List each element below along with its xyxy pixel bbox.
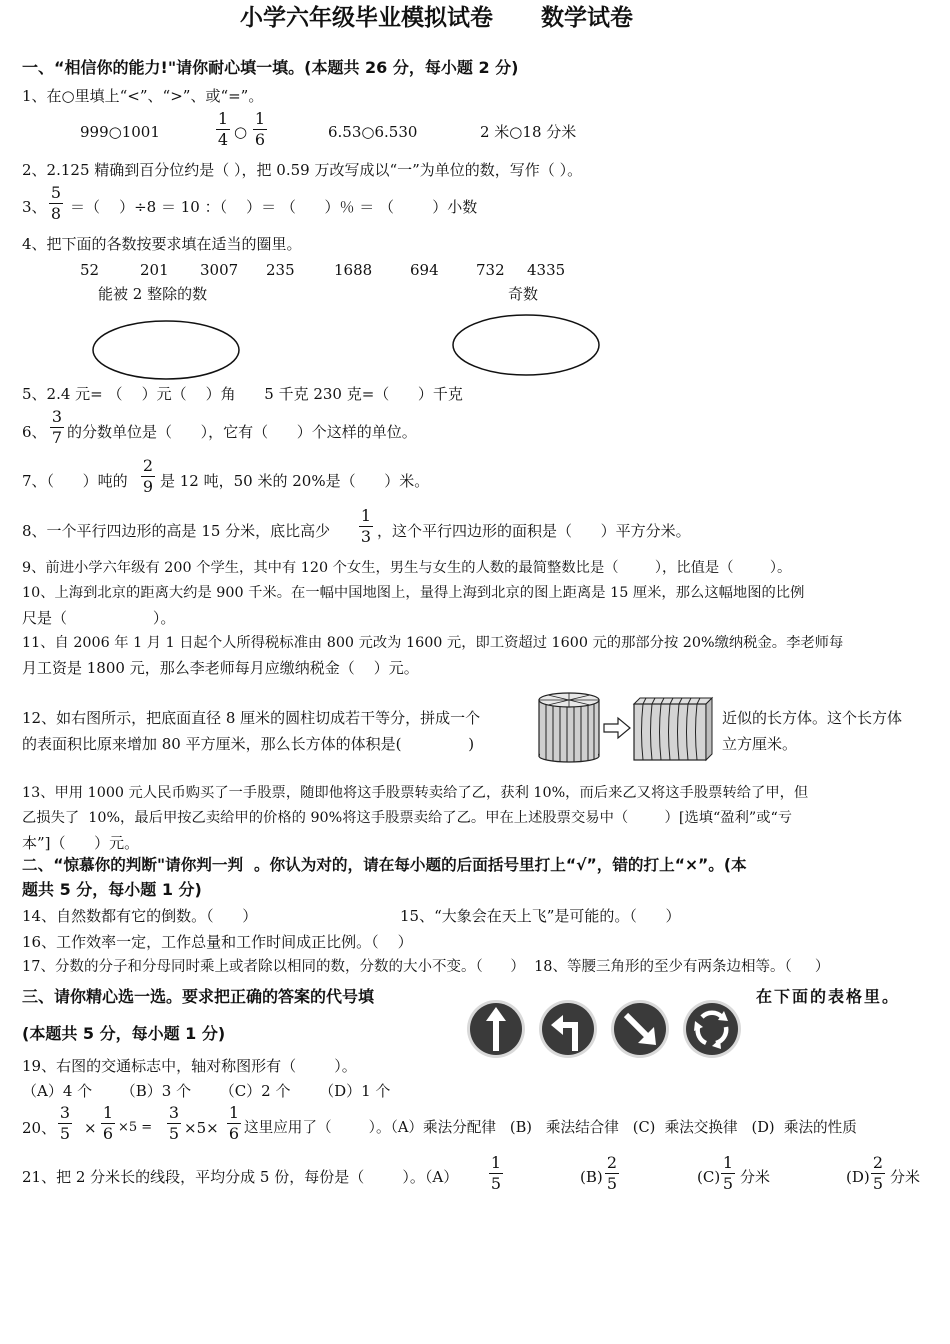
cylinder-to-cuboid-figure [536,690,716,764]
q3-text: ＝（ ）÷8 ＝ 10 ：（ ）＝ （ ）％ ＝ （ ）小数 [70,198,478,216]
q12-text-right2: 立方厘米。 [722,735,798,753]
diagonal-arrow-sign-icon [610,999,672,1059]
q20-fraction: 1 6 [102,1103,114,1143]
q8-prefix: 8、一个平行四边形的高是 15 分米，底比高少 [22,522,331,540]
q4-number: 4335 [527,261,566,279]
q4-number: 52 [80,261,100,279]
q4-number: 201 [140,261,169,279]
page-title: 小学六年级毕业模拟试卷 数学试卷 [240,5,634,31]
q6-prefix: 6、 [22,423,47,441]
q8-text: ，这个平行四边形的面积是（ ）平方分米。 [377,522,691,540]
q4-text: 4、把下面的各数按要求填在适当的圈里。 [22,235,302,253]
q4-even-circle [90,318,242,382]
q21-text: 21、把 2 分米长的线段，平均分成 5 份，每份是（ ）。（A） [22,1168,459,1186]
q20-operator: × [84,1119,97,1137]
q7-prefix: 7、（ ）吨的 [22,472,128,490]
q1-fraction-right: 1 6 [254,109,266,149]
q6-fraction: 3 7 [51,407,63,447]
section-1-heading: 一、“相信你的能力!"请你耐心填一填。(本题共 26 分，每小题 2 分) [22,58,519,77]
q21-option-b-label: (B) [580,1168,603,1186]
turn-left-sign-icon [538,999,600,1059]
q11-text-line2: 月工资是 1800 元，那么李老师每月应缴纳税金（ ）元。 [22,659,419,677]
q19-text: 19、右图的交通标志中，轴对称图形有（ ）。 [22,1057,357,1075]
q4-number: 1688 [334,261,373,279]
q16-text: 16、工作效率一定，工作总量和工作时间成正比例。（ ） [22,933,413,951]
q3-fraction: 5 8 [50,183,62,223]
q15-text: 15、“大象会在天上飞”是可能的。（ ） [400,907,681,925]
q1-fraction-left: 1 4 [217,109,229,149]
q12-text-right1: 近似的长方体。这个长方体 [722,709,903,727]
cylinder-icon [539,693,599,762]
q7-fraction: 2 9 [142,456,154,496]
q2-text: 2、2.125 精确到百分位约是（ ），把 0.59 万改写成以“一”为单位的数，写作（ ）。 [22,161,583,179]
section-3-heading-line2: (本题共 5 分，每小题 1 分) [22,1024,226,1043]
q11-text-line1: 11、自 2006 年 1 月 1 日起个人所得税标准由 800 元改为 1600 元，即工资超过 1600 元的那部分按 20%缴纳税金。李老师每 [22,635,844,651]
q20-fraction: 1 6 [228,1103,240,1143]
q20-fraction: 3 5 [59,1103,71,1143]
q21-option-a-fraction: 1 5 [490,1153,502,1193]
q12-text-line2: 的表面积比原来增加 80 平方厘米，那么长方体的体积是( ) [22,735,475,753]
section-2-heading-line1: 二、“惊慕你的判断"请你判一判 。你认为对的，请在每小题的后面括号里打上“√”，错的打上“×”。(本 [22,856,747,874]
q21-option-c-fraction: 1 5 [722,1153,734,1193]
q6-text: 的分数单位是（ ），它有（ ）个这样的单位。 [67,423,417,441]
q21-option-b-fraction: 2 5 [606,1153,618,1193]
q13-text-line3: 本”]（ ）元。 [22,834,140,852]
section-3-heading-left: 三、请你精心选一选。要求把正确的答案的代号填 [22,987,375,1006]
q21-option-c-unit: 分米 [740,1168,771,1186]
q4-odd-circle [450,312,602,378]
q4-number: 235 [266,261,295,279]
q20-fraction: 3 5 [168,1103,180,1143]
q1-compare-b-circle: ○ [234,123,248,141]
q20-operator: ×5× [184,1119,219,1137]
q1-compare-a: 999○1001 [80,123,160,141]
q17-18-text: 17、分数的分子和分母同时乘上或者除以相同的数，分数的大小不变。（ ） 18、等腰三角形的至少有两条边相等。（ ） [22,959,830,975]
section-2-heading-line2: 题共 5 分，每小题 1 分) [22,880,202,899]
q1-text: 1、在○里填上“<”、“>”、或“=”。 [22,87,264,105]
q4-number: 3007 [200,261,239,279]
right-arrow-icon [604,718,630,738]
q5-text: 5、2.4 元= （ ）元（ ）角 5 千克 230 克=（ ）千克 [22,385,463,403]
q21-option-c-label: (C) [697,1168,721,1186]
q19-options: （A）4 个 （B）3 个 （C）2 个 （D）1 个 [22,1082,391,1100]
q10-text-line1: 10、上海到北京的距离大约是 900 千米。在一幅中国地图上，量得上海到北京的图上距离是 15 厘米，那么这幅地图的比例 [22,585,805,601]
q20-text: 这里应用了（ ）。（A）乘法分配律 (B) 乘法结合律 (C) 乘法交换律 (D) 乘法的性质 [244,1119,857,1136]
q4-label-even: 能被 2 整除的数 [98,285,208,303]
q21-option-d-unit: 分米 [890,1168,921,1186]
q4-label-odd: 奇数 [508,285,539,303]
q7-text: 是 12 吨，50 米的 20%是（ ）米。 [160,472,430,490]
arrow-up-sign-icon [466,999,528,1059]
q21-option-d-fraction: 2 5 [872,1153,884,1193]
q20-operator: ×5 = [118,1120,153,1135]
q14-text: 14、自然数都有它的倒数。（ ） [22,907,258,925]
q21-option-d-label: (D) [846,1168,870,1186]
q1-compare-c: 6.53○6.530 [328,123,418,141]
q8-fraction: 1 3 [360,506,372,546]
q13-text-line2: 乙损失了 10%，最后甲按乙卖给甲的价格的 90%将这手股票卖给了乙。甲在上述股票交易中（ ）[选填“盈利”或“亏 [22,810,793,826]
q4-number: 694 [410,261,439,279]
q3-prefix: 3、 [22,198,47,216]
q10-text-line2: 尺是（ ）。 [22,609,176,627]
cuboid-icon [634,698,712,760]
q20-prefix: 20、 [22,1119,57,1137]
section-3-heading-right: 在下面的表格里。 [756,987,901,1006]
roundabout-sign-icon [682,999,744,1059]
q13-text-line1: 13、甲用 1000 元人民币购买了一手股票，随即他将这手股票转卖给了乙，获利 10%，而后来乙又将这手股票转给了甲，但 [22,785,809,801]
q12-text-line1: 12、如右图所示，把底面直径 8 厘米的圆柱切成若干等分，拼成一个 [22,709,481,727]
q4-number: 732 [476,261,505,279]
q1-compare-d: 2 米○18 分米 [480,123,577,141]
q9-text: 9、前进小学六年级有 200 个学生，其中有 120 个女生，男生与女生的人数的最简整数比是（ ），比值是（ ）。 [22,560,792,576]
